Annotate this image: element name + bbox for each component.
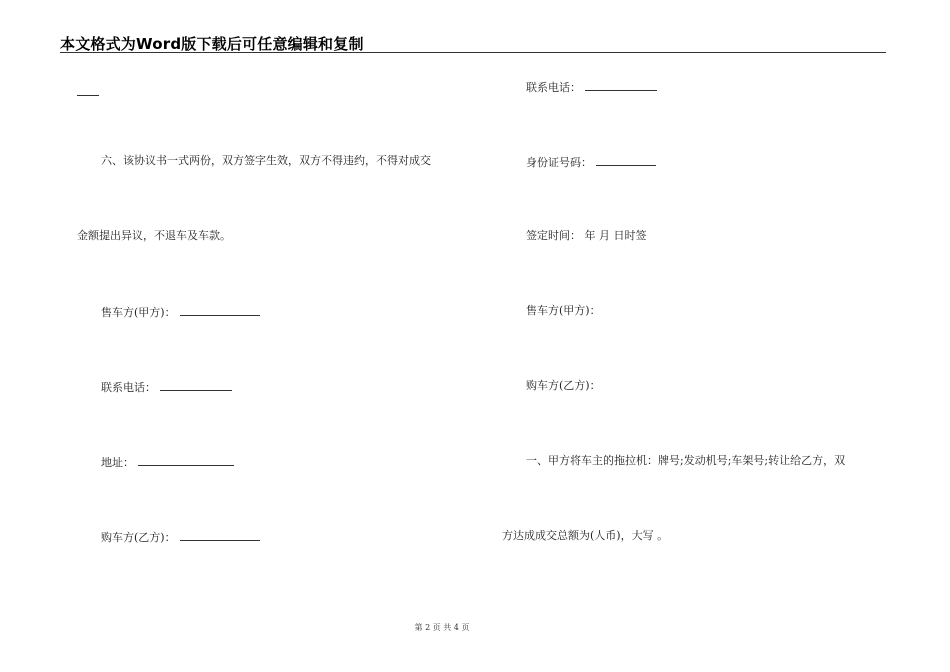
header-divider	[60, 52, 886, 53]
phone-blank	[585, 79, 657, 91]
buyer-blank	[180, 529, 260, 541]
phone-blank	[160, 379, 232, 391]
buyer-label: 购车方(乙方)：	[101, 531, 176, 544]
phone-label: 联系电话：	[526, 81, 581, 94]
seller-signature-field	[101, 304, 260, 320]
right-seller-label: 售车方(甲方)：	[526, 304, 601, 317]
id-blank	[596, 154, 656, 166]
seller-blank	[180, 304, 260, 316]
right-buyer-label: 购车方(乙方)：	[526, 379, 601, 392]
right-phone-field	[526, 79, 657, 95]
id-label: 身份证号码：	[526, 156, 592, 169]
clause-6-line-2: 金额提出异议，不退车及车款。	[77, 229, 231, 242]
clause-1-line-2: 方达成成交总额为(人币)，大写 。	[502, 529, 669, 542]
address-blank	[138, 454, 234, 466]
address-label: 地址：	[101, 456, 134, 469]
sign-time-line: 签定时间： 年 月 日时签	[526, 229, 647, 242]
buyer-signature-field	[101, 529, 260, 545]
address-field	[101, 454, 234, 470]
seller-label: 售车方(甲方)：	[101, 306, 176, 319]
seller-phone-field	[101, 379, 232, 395]
page-number-footer: 第 2 页 共 4 页	[414, 623, 470, 632]
trailing-blank-line	[77, 84, 99, 100]
clause-6-line-1: 六、该协议书一式两份，双方签字生效，双方不得违约，不得对成交	[101, 154, 431, 167]
id-number-field	[526, 154, 656, 170]
phone-label: 联系电话：	[101, 381, 156, 394]
clause-1-line-1: 一、甲方将车主的拖拉机：牌号;发动机号;车架号;转让给乙方，双	[526, 454, 846, 467]
fill-in-blank	[77, 84, 99, 96]
document-header-title: 本文格式为Word版下载后可任意编辑和复制	[60, 35, 364, 53]
